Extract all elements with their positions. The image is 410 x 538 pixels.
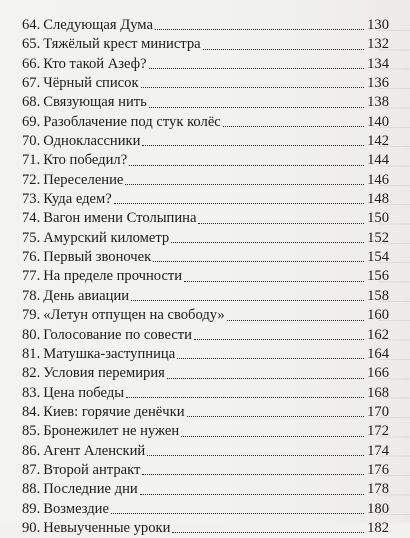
dot-leader [142,145,364,146]
toc-entry [22,16,389,35]
chapter-number: 69. [22,113,41,130]
page-number: 178 [367,481,389,498]
page-number: 134 [367,55,389,72]
chapter-title: Связующая нить [43,94,147,111]
dot-leader [171,242,364,243]
page-number: 142 [367,133,389,150]
dot-leader [114,203,364,204]
page-number: 156 [367,268,389,285]
page-number: 180 [367,500,389,517]
toc-entry [22,55,389,74]
chapter-title: Бронежилет не нужен [43,423,180,440]
toc-entry [22,345,389,364]
chapter-title: На пределе прочности [43,268,183,285]
dot-leader [141,87,364,88]
chapter-number: 64. [22,17,41,33]
toc-entry [22,229,389,248]
page-number: 152 [367,229,389,246]
chapter-title: «Летун отпущен на свободу» [43,307,225,324]
chapter-number: 80. [22,326,41,343]
toc-entry [22,422,389,441]
page-number: 130 [367,17,389,33]
dot-leader [227,320,364,321]
chapter-title: Амурский километр [43,229,170,246]
chapter-number: 73. [22,191,41,208]
toc-entry [22,326,389,345]
dot-leader [177,358,364,359]
toc-entry [22,442,389,461]
toc-entry [22,171,389,190]
page-number: 136 [367,75,389,92]
page-number: 144 [367,152,389,169]
dot-leader [187,416,365,417]
toc-entry [22,287,389,306]
chapter-title: Чёрный список [43,75,139,92]
page-number: 154 [367,249,389,266]
page-number: 168 [367,384,389,401]
toc-entry [22,209,389,228]
chapter-title: Вагон имени Столыпина [43,210,197,227]
chapter-title: Тяжёлый крест министра [43,36,201,53]
page-number: 166 [367,365,389,382]
page-number: 160 [367,307,389,324]
chapter-title: Кто победил? [43,152,128,169]
chapter-number: 66. [22,55,41,72]
dot-leader [147,455,364,456]
dot-leader [131,300,364,301]
chapter-number: 77. [22,268,41,285]
chapter-title: Первый звоночек [43,249,152,266]
dot-leader [203,49,364,50]
chapter-number: 76. [22,249,41,266]
chapter-title: Возмездие [43,500,109,517]
chapter-number: 70. [22,133,41,150]
page-number: 138 [367,94,389,111]
page-number: 172 [367,423,389,440]
dot-leader [184,281,364,282]
dot-leader [198,223,364,224]
chapter-title: Следующая Дума [43,17,153,33]
table-of-contents [22,16,389,538]
dot-leader [181,436,364,437]
page-number: 140 [367,113,389,130]
dot-leader [111,513,364,514]
page-number: 164 [367,345,389,362]
chapter-number: 74. [22,210,41,227]
chapter-title: Агент Аленский [43,442,146,459]
chapter-title: День авиации [43,287,130,304]
chapter-number: 89. [22,500,41,517]
dot-leader [149,68,364,69]
page-number: 162 [367,326,389,343]
toc-entry [22,519,389,538]
toc-entry [22,364,389,383]
chapter-number: 71. [22,152,41,169]
chapter-title: Одноклассники [43,133,141,150]
chapter-number: 85. [22,423,41,440]
chapter-number: 72. [22,171,41,188]
chapter-number: 78. [22,287,41,304]
chapter-number: 84. [22,403,41,420]
dot-leader [140,494,364,495]
chapter-title: Матушка-заступница [43,345,176,362]
chapter-number: 86. [22,442,41,459]
toc-entry [22,35,389,54]
page-number: 132 [367,36,389,53]
dot-leader [172,532,364,533]
toc-entry [22,306,389,325]
toc-entry [22,113,389,132]
dot-leader [126,397,364,398]
toc-entry [22,461,389,480]
dot-leader [125,184,364,185]
chapter-title: Цена победы [43,384,125,401]
dot-leader [149,107,364,108]
chapter-title: Разоблачение под стук колёс [43,113,221,130]
toc-entry [22,93,389,112]
page-number: 148 [367,191,389,208]
toc-entry [22,132,389,151]
chapter-number: 87. [22,461,41,478]
toc-entry [22,151,389,170]
dot-leader [167,378,364,379]
toc-entry [22,500,389,519]
page-number: 176 [367,461,389,478]
dot-leader [194,339,364,340]
chapter-number: 82. [22,365,41,382]
dot-leader [142,474,364,475]
chapter-title: Невыученные уроки [43,519,171,536]
toc-entry [22,480,389,499]
page-number: 146 [367,171,389,188]
chapter-number: 88. [22,481,41,498]
chapter-number: 90. [22,519,41,536]
chapter-number: 65. [22,36,41,53]
toc-entry [22,403,389,422]
page-number: 170 [367,403,389,420]
dot-leader [129,165,364,166]
chapter-title: Киев: горячие денёчки [43,403,185,420]
chapter-title: Кто такой Азеф? [43,55,147,72]
chapter-number: 75. [22,229,41,246]
toc-entry [22,190,389,209]
chapter-title: Второй антракт [43,461,141,478]
chapter-number: 81. [22,345,41,362]
toc-entry [22,248,389,267]
page-number: 182 [367,519,389,536]
chapter-title: Условия перемирия [43,365,165,382]
chapter-number: 79. [22,307,41,324]
dot-leader [155,29,364,30]
toc-entry [22,74,389,93]
chapter-title: Последние дни [43,481,138,498]
dot-leader [153,261,364,262]
dot-leader [223,126,364,127]
chapter-title: Переселение [43,171,124,188]
toc-entry [22,267,389,286]
toc-entry [22,384,389,403]
chapter-title: Куда едем? [43,191,112,208]
chapter-title: Голосование по совести [43,326,192,343]
page-number: 174 [367,442,389,459]
chapter-number: 68. [22,94,41,111]
page-number: 158 [367,287,389,304]
chapter-number: 83. [22,384,41,401]
page-number: 150 [367,210,389,227]
chapter-number: 67. [22,75,41,92]
